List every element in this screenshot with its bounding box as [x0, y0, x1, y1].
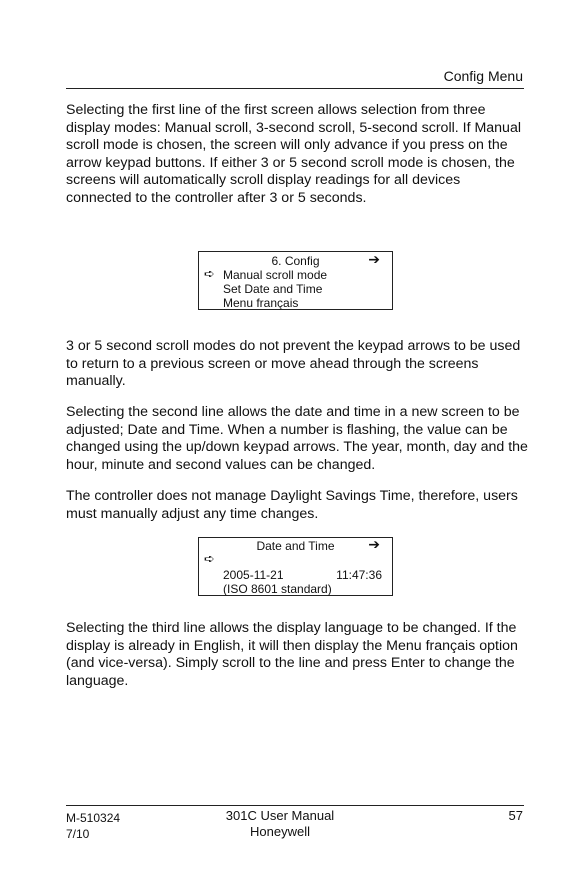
lcd-line-1: [199, 553, 392, 567]
doc-number: M-510324: [66, 811, 121, 825]
page-number: 57: [508, 808, 523, 823]
lcd-line-2: [199, 282, 392, 296]
lcd-item-menu-francais: Menu français: [223, 296, 299, 310]
lcd-line-3: [199, 582, 392, 596]
lcd-line-title: [199, 251, 392, 268]
lcd-screen-date-time: [198, 537, 393, 596]
paragraph-display-modes: Selecting the first line of the first screen allows selection from three display modes: Manual scroll, 3-second scroll, 5-second scroll. If Manual scroll mode is chosen, the screen will only advance if you press on the arrow keypad buttons. If either 3 or 5 second scroll mode is chosen, the screens will automatically scroll display readings for all devices connected to the controller after 3 or 5 seconds.: [66, 102, 521, 206]
lcd-item-set-date-time: Set Date and Time: [223, 282, 323, 296]
revision-date: 7/10: [66, 827, 90, 841]
cursor-arrow-icon: ➪: [204, 266, 215, 281]
footer-center: [200, 808, 360, 840]
lcd-title: Date and Time: [256, 539, 335, 553]
lcd-item-manual-scroll: Manual scroll mode: [223, 268, 328, 282]
lcd-line-2: [199, 568, 392, 582]
manual-title: 301C User Manual: [225, 808, 335, 823]
header-divider: [66, 88, 524, 89]
paragraph-date-time: Selecting the second line allows the date and time in a new screen to be adjusted; Date and Time. When a number is flashing, the value can be changed using the up/down keypad arrows. The year, month, day and the hour, minute and second values can be changed.: [66, 404, 528, 473]
footer-left: [66, 810, 120, 842]
paragraph-daylight-savings: The controller does not manage Daylight Savings Time, therefore, users must manually adjust any time changes.: [66, 488, 518, 522]
company-name: Honeywell: [250, 824, 310, 839]
section-header: Config Menu: [443, 68, 523, 84]
lcd-title: 6. Config: [271, 254, 320, 268]
footer-divider: [66, 805, 524, 806]
lcd-line-title: [199, 536, 392, 553]
right-arrow-icon: ➔: [368, 536, 380, 552]
right-arrow-icon: ➔: [368, 251, 380, 267]
cursor-arrow-icon: ➪: [204, 551, 215, 566]
lcd-line-3: [199, 296, 392, 310]
paragraph-scroll-modes: 3 or 5 second scroll modes do not prevent the keypad arrows to be used to return to a previous screen or move ahead through the screens manually.: [66, 338, 521, 390]
paragraph-language: Selecting the third line allows the display language to be changed. If the display is already in English, it will then display the Menu français option (and vice-versa). Simply scroll to the line and press Enter to change the language.: [66, 620, 518, 689]
lcd-date: 2005-11-21: [223, 568, 284, 582]
lcd-standard: (ISO 8601 standard): [223, 582, 332, 596]
lcd-line-1: [199, 268, 392, 282]
lcd-screen-config: [198, 251, 393, 310]
lcd-time: 11:47:36: [336, 568, 382, 582]
